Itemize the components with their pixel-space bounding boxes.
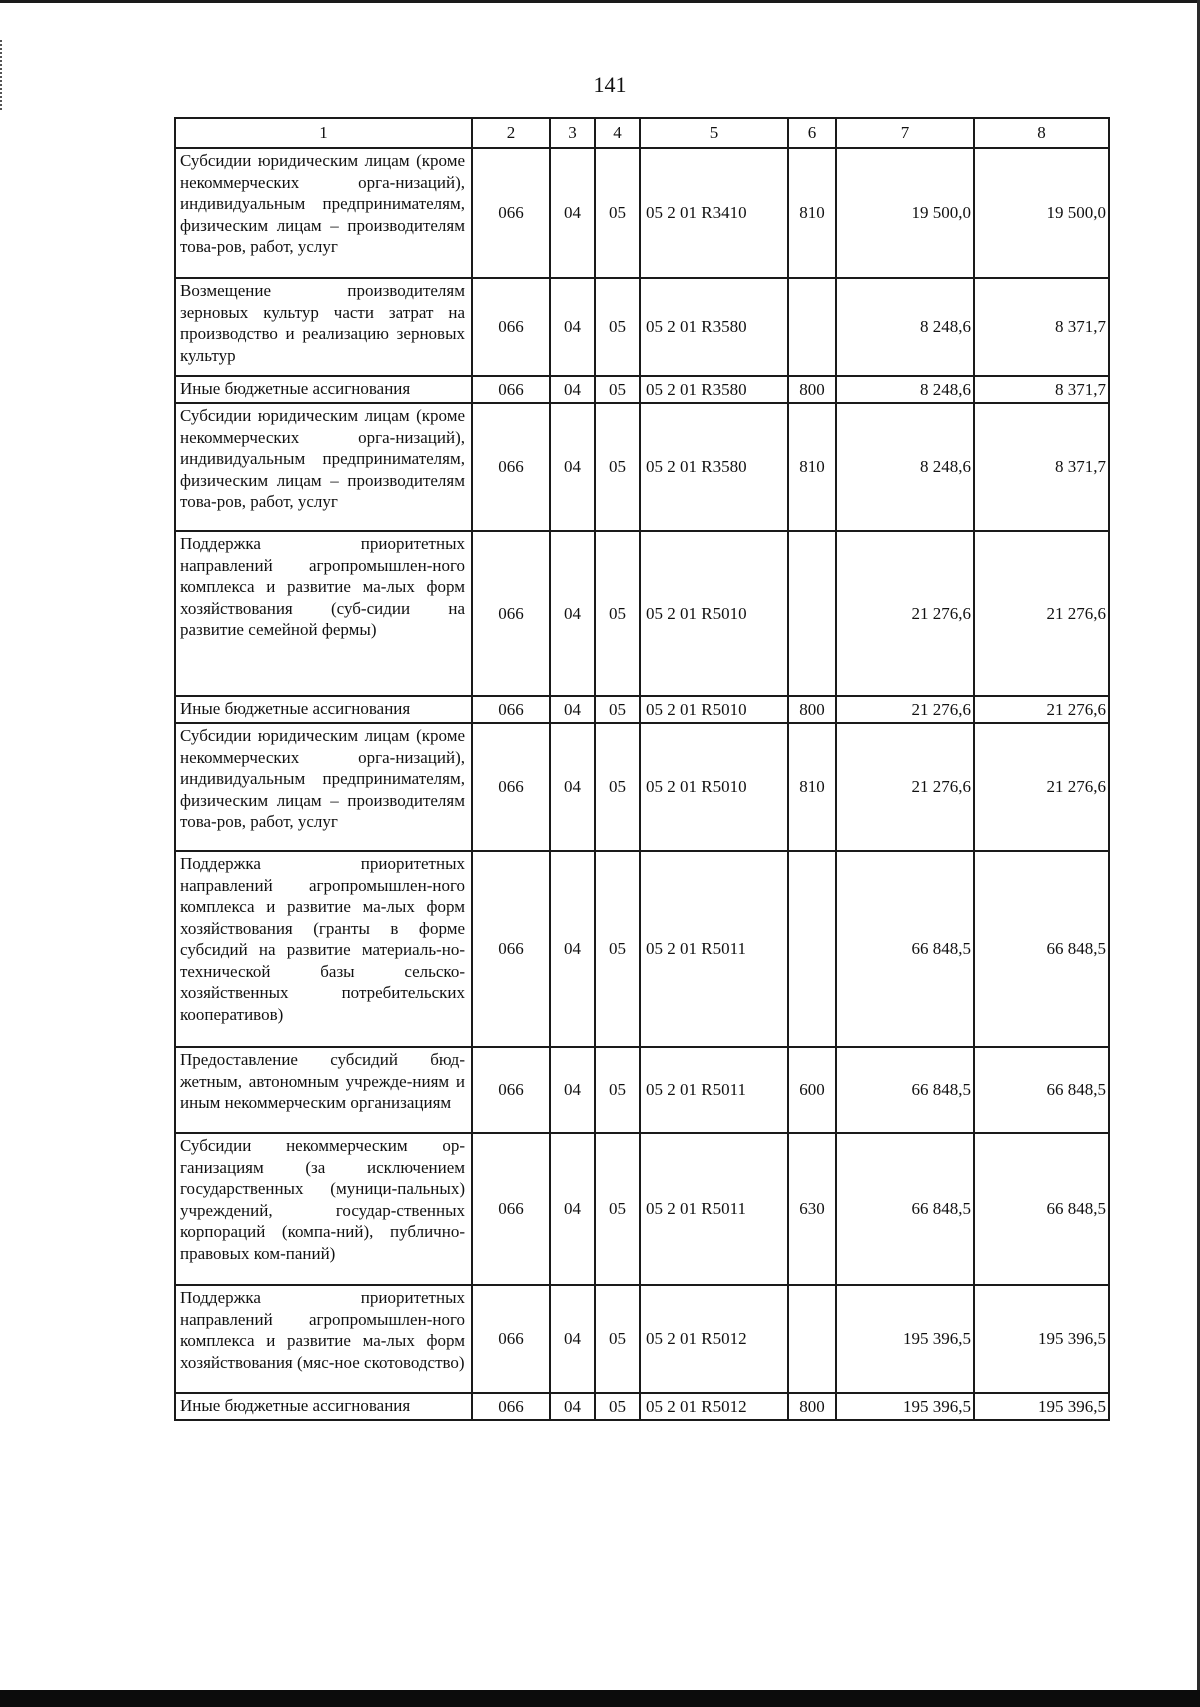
amount-year-1-cell: 66 848,5 bbox=[836, 1047, 974, 1133]
section-code-cell: 04 bbox=[550, 851, 595, 1047]
page-number: 141 bbox=[593, 72, 627, 97]
subsection-code-cell: 05 bbox=[595, 696, 640, 723]
target-article-cell: 05 2 01 R5010 bbox=[640, 696, 788, 723]
scan-bottom-band bbox=[0, 1690, 1200, 1707]
subsection-code-cell: 05 bbox=[595, 851, 640, 1047]
expense-type-cell: 810 bbox=[788, 403, 836, 531]
header-cell: 4 bbox=[595, 118, 640, 148]
section-code-cell: 04 bbox=[550, 723, 595, 851]
table-row bbox=[175, 278, 1109, 376]
amount-year-2-cell: 195 396,5 bbox=[974, 1285, 1109, 1393]
subsection-code-cell: 05 bbox=[595, 1393, 640, 1420]
item-name-cell: Субсидии юридическим лицам (кроме некоммерческих орга-низаций), индивидуальным предпринимателям, физическим лицам – производителям това-ров, работ, услуг bbox=[175, 723, 472, 851]
amount-year-1-cell: 21 276,6 bbox=[836, 723, 974, 851]
section-code-cell: 04 bbox=[550, 1133, 595, 1285]
table-row bbox=[175, 148, 1109, 278]
subsection-code-cell: 05 bbox=[595, 1133, 640, 1285]
ministry-code-cell: 066 bbox=[472, 376, 550, 403]
amount-year-2-cell: 66 848,5 bbox=[974, 1133, 1109, 1285]
ministry-code-cell: 066 bbox=[472, 1285, 550, 1393]
target-article-cell: 05 2 01 R5012 bbox=[640, 1285, 788, 1393]
subsection-code-cell: 05 bbox=[595, 1047, 640, 1133]
header-cell: 2 bbox=[472, 118, 550, 148]
section-code-cell: 04 bbox=[550, 696, 595, 723]
section-code-cell: 04 bbox=[550, 403, 595, 531]
table-row bbox=[175, 403, 1109, 531]
item-name-cell: Возмещение производителям зерновых культур части затрат на производство и реализацию зерновых культур bbox=[175, 278, 472, 376]
table-row bbox=[175, 1285, 1109, 1393]
expense-type-cell bbox=[788, 1285, 836, 1393]
item-name-cell: Иные бюджетные ассигнования bbox=[175, 376, 472, 403]
expense-type-cell bbox=[788, 278, 836, 376]
table-row bbox=[175, 1393, 1109, 1420]
ministry-code-cell: 066 bbox=[472, 696, 550, 723]
header-cell: 3 bbox=[550, 118, 595, 148]
header-cell: 7 bbox=[836, 118, 974, 148]
scan-left-marks bbox=[0, 40, 5, 110]
ministry-code-cell: 066 bbox=[472, 1047, 550, 1133]
target-article-cell: 05 2 01 R5011 bbox=[640, 1047, 788, 1133]
target-article-cell: 05 2 01 R5010 bbox=[640, 723, 788, 851]
amount-year-2-cell: 66 848,5 bbox=[974, 1047, 1109, 1133]
subsection-code-cell: 05 bbox=[595, 403, 640, 531]
item-name-cell: Субсидии юридическим лицам (кроме некоммерческих орга-низаций), индивидуальным предпринимателям, физическим лицам – производителям това-ров, работ, услуг bbox=[175, 148, 472, 278]
section-code-cell: 04 bbox=[550, 1285, 595, 1393]
item-name-cell: Иные бюджетные ассигнования bbox=[175, 1393, 472, 1420]
expense-type-cell bbox=[788, 851, 836, 1047]
budget-table bbox=[174, 117, 1110, 1421]
ministry-code-cell: 066 bbox=[472, 1393, 550, 1420]
header-cell: 8 bbox=[974, 118, 1109, 148]
expense-type-cell: 800 bbox=[788, 1393, 836, 1420]
item-name-cell: Субсидии некоммерческим ор-ганизациям (за исключением государственных (муници-пальных) учреждений, государ-ственных корпораций (компа-ний), публично-правовых ком-паний) bbox=[175, 1133, 472, 1285]
item-name-cell: Предоставление субсидий бюд-жетным, автономным учрежде-ниям и иным некоммерческим организациям bbox=[175, 1047, 472, 1133]
item-name-cell: Поддержка приоритетных направлений агропромышлен-ного комплекса и развитие ма-лых форм хозяйствования (суб-сидии на развитие семейной фермы) bbox=[175, 531, 472, 696]
amount-year-2-cell: 21 276,6 bbox=[974, 696, 1109, 723]
expense-type-cell: 600 bbox=[788, 1047, 836, 1133]
target-article-cell: 05 2 01 R3580 bbox=[640, 403, 788, 531]
expense-type-cell: 810 bbox=[788, 723, 836, 851]
section-code-cell: 04 bbox=[550, 148, 595, 278]
amount-year-2-cell: 66 848,5 bbox=[974, 851, 1109, 1047]
amount-year-1-cell: 195 396,5 bbox=[836, 1393, 974, 1420]
header-cell: 5 bbox=[640, 118, 788, 148]
subsection-code-cell: 05 bbox=[595, 278, 640, 376]
target-article-cell: 05 2 01 R5012 bbox=[640, 1393, 788, 1420]
item-name-cell: Субсидии юридическим лицам (кроме некоммерческих орга-низаций), индивидуальным предпринимателям, физическим лицам – производителям това-ров, работ, услуг bbox=[175, 403, 472, 531]
expense-type-cell bbox=[788, 531, 836, 696]
section-code-cell: 04 bbox=[550, 531, 595, 696]
ministry-code-cell: 066 bbox=[472, 1133, 550, 1285]
subsection-code-cell: 05 bbox=[595, 376, 640, 403]
amount-year-1-cell: 19 500,0 bbox=[836, 148, 974, 278]
target-article-cell: 05 2 01 R3580 bbox=[640, 278, 788, 376]
ministry-code-cell: 066 bbox=[472, 403, 550, 531]
table-row bbox=[175, 531, 1109, 696]
amount-year-1-cell: 21 276,6 bbox=[836, 531, 974, 696]
amount-year-1-cell: 8 248,6 bbox=[836, 278, 974, 376]
table-row bbox=[175, 1047, 1109, 1133]
ministry-code-cell: 066 bbox=[472, 278, 550, 376]
section-code-cell: 04 bbox=[550, 1047, 595, 1133]
ministry-code-cell: 066 bbox=[472, 851, 550, 1047]
item-name-cell: Поддержка приоритетных направлений агропромышлен-ного комплекса и развитие ма-лых форм хозяйствования (гранты в форме субсидий на развитие материаль-но-технической базы сельско-хозяйственных потребительских кооперативов) bbox=[175, 851, 472, 1047]
ministry-code-cell: 066 bbox=[472, 148, 550, 278]
table-row bbox=[175, 851, 1109, 1047]
section-code-cell: 04 bbox=[550, 278, 595, 376]
section-code-cell: 04 bbox=[550, 1393, 595, 1420]
table-row bbox=[175, 1133, 1109, 1285]
target-article-cell: 05 2 01 R5011 bbox=[640, 1133, 788, 1285]
scan-top-edge bbox=[0, 0, 1200, 3]
expense-type-cell: 800 bbox=[788, 696, 836, 723]
amount-year-2-cell: 195 396,5 bbox=[974, 1393, 1109, 1420]
table-row bbox=[175, 723, 1109, 851]
table-row bbox=[175, 376, 1109, 403]
amount-year-2-cell: 19 500,0 bbox=[974, 148, 1109, 278]
amount-year-2-cell: 8 371,7 bbox=[974, 278, 1109, 376]
target-article-cell: 05 2 01 R5011 bbox=[640, 851, 788, 1047]
target-article-cell: 05 2 01 R3410 bbox=[640, 148, 788, 278]
target-article-cell: 05 2 01 R5010 bbox=[640, 531, 788, 696]
target-article-cell: 05 2 01 R3580 bbox=[640, 376, 788, 403]
item-name-cell: Иные бюджетные ассигнования bbox=[175, 696, 472, 723]
subsection-code-cell: 05 bbox=[595, 148, 640, 278]
amount-year-1-cell: 66 848,5 bbox=[836, 1133, 974, 1285]
expense-type-cell: 800 bbox=[788, 376, 836, 403]
amount-year-1-cell: 195 396,5 bbox=[836, 1285, 974, 1393]
amount-year-1-cell: 8 248,6 bbox=[836, 403, 974, 531]
subsection-code-cell: 05 bbox=[595, 723, 640, 851]
section-code-cell: 04 bbox=[550, 376, 595, 403]
table-header-row bbox=[175, 118, 1109, 148]
amount-year-2-cell: 8 371,7 bbox=[974, 376, 1109, 403]
subsection-code-cell: 05 bbox=[595, 531, 640, 696]
subsection-code-cell: 05 bbox=[595, 1285, 640, 1393]
amount-year-1-cell: 8 248,6 bbox=[836, 376, 974, 403]
ministry-code-cell: 066 bbox=[472, 531, 550, 696]
header-cell: 6 bbox=[788, 118, 836, 148]
amount-year-2-cell: 21 276,6 bbox=[974, 723, 1109, 851]
table-row bbox=[175, 696, 1109, 723]
amount-year-1-cell: 21 276,6 bbox=[836, 696, 974, 723]
item-name-cell: Поддержка приоритетных направлений агропромышлен-ного комплекса и развитие ма-лых форм хозяйствования (мяс-ное скотоводство) bbox=[175, 1285, 472, 1393]
amount-year-1-cell: 66 848,5 bbox=[836, 851, 974, 1047]
amount-year-2-cell: 8 371,7 bbox=[974, 403, 1109, 531]
ministry-code-cell: 066 bbox=[472, 723, 550, 851]
expense-type-cell: 630 bbox=[788, 1133, 836, 1285]
header-cell: 1 bbox=[175, 118, 472, 148]
amount-year-2-cell: 21 276,6 bbox=[974, 531, 1109, 696]
expense-type-cell: 810 bbox=[788, 148, 836, 278]
